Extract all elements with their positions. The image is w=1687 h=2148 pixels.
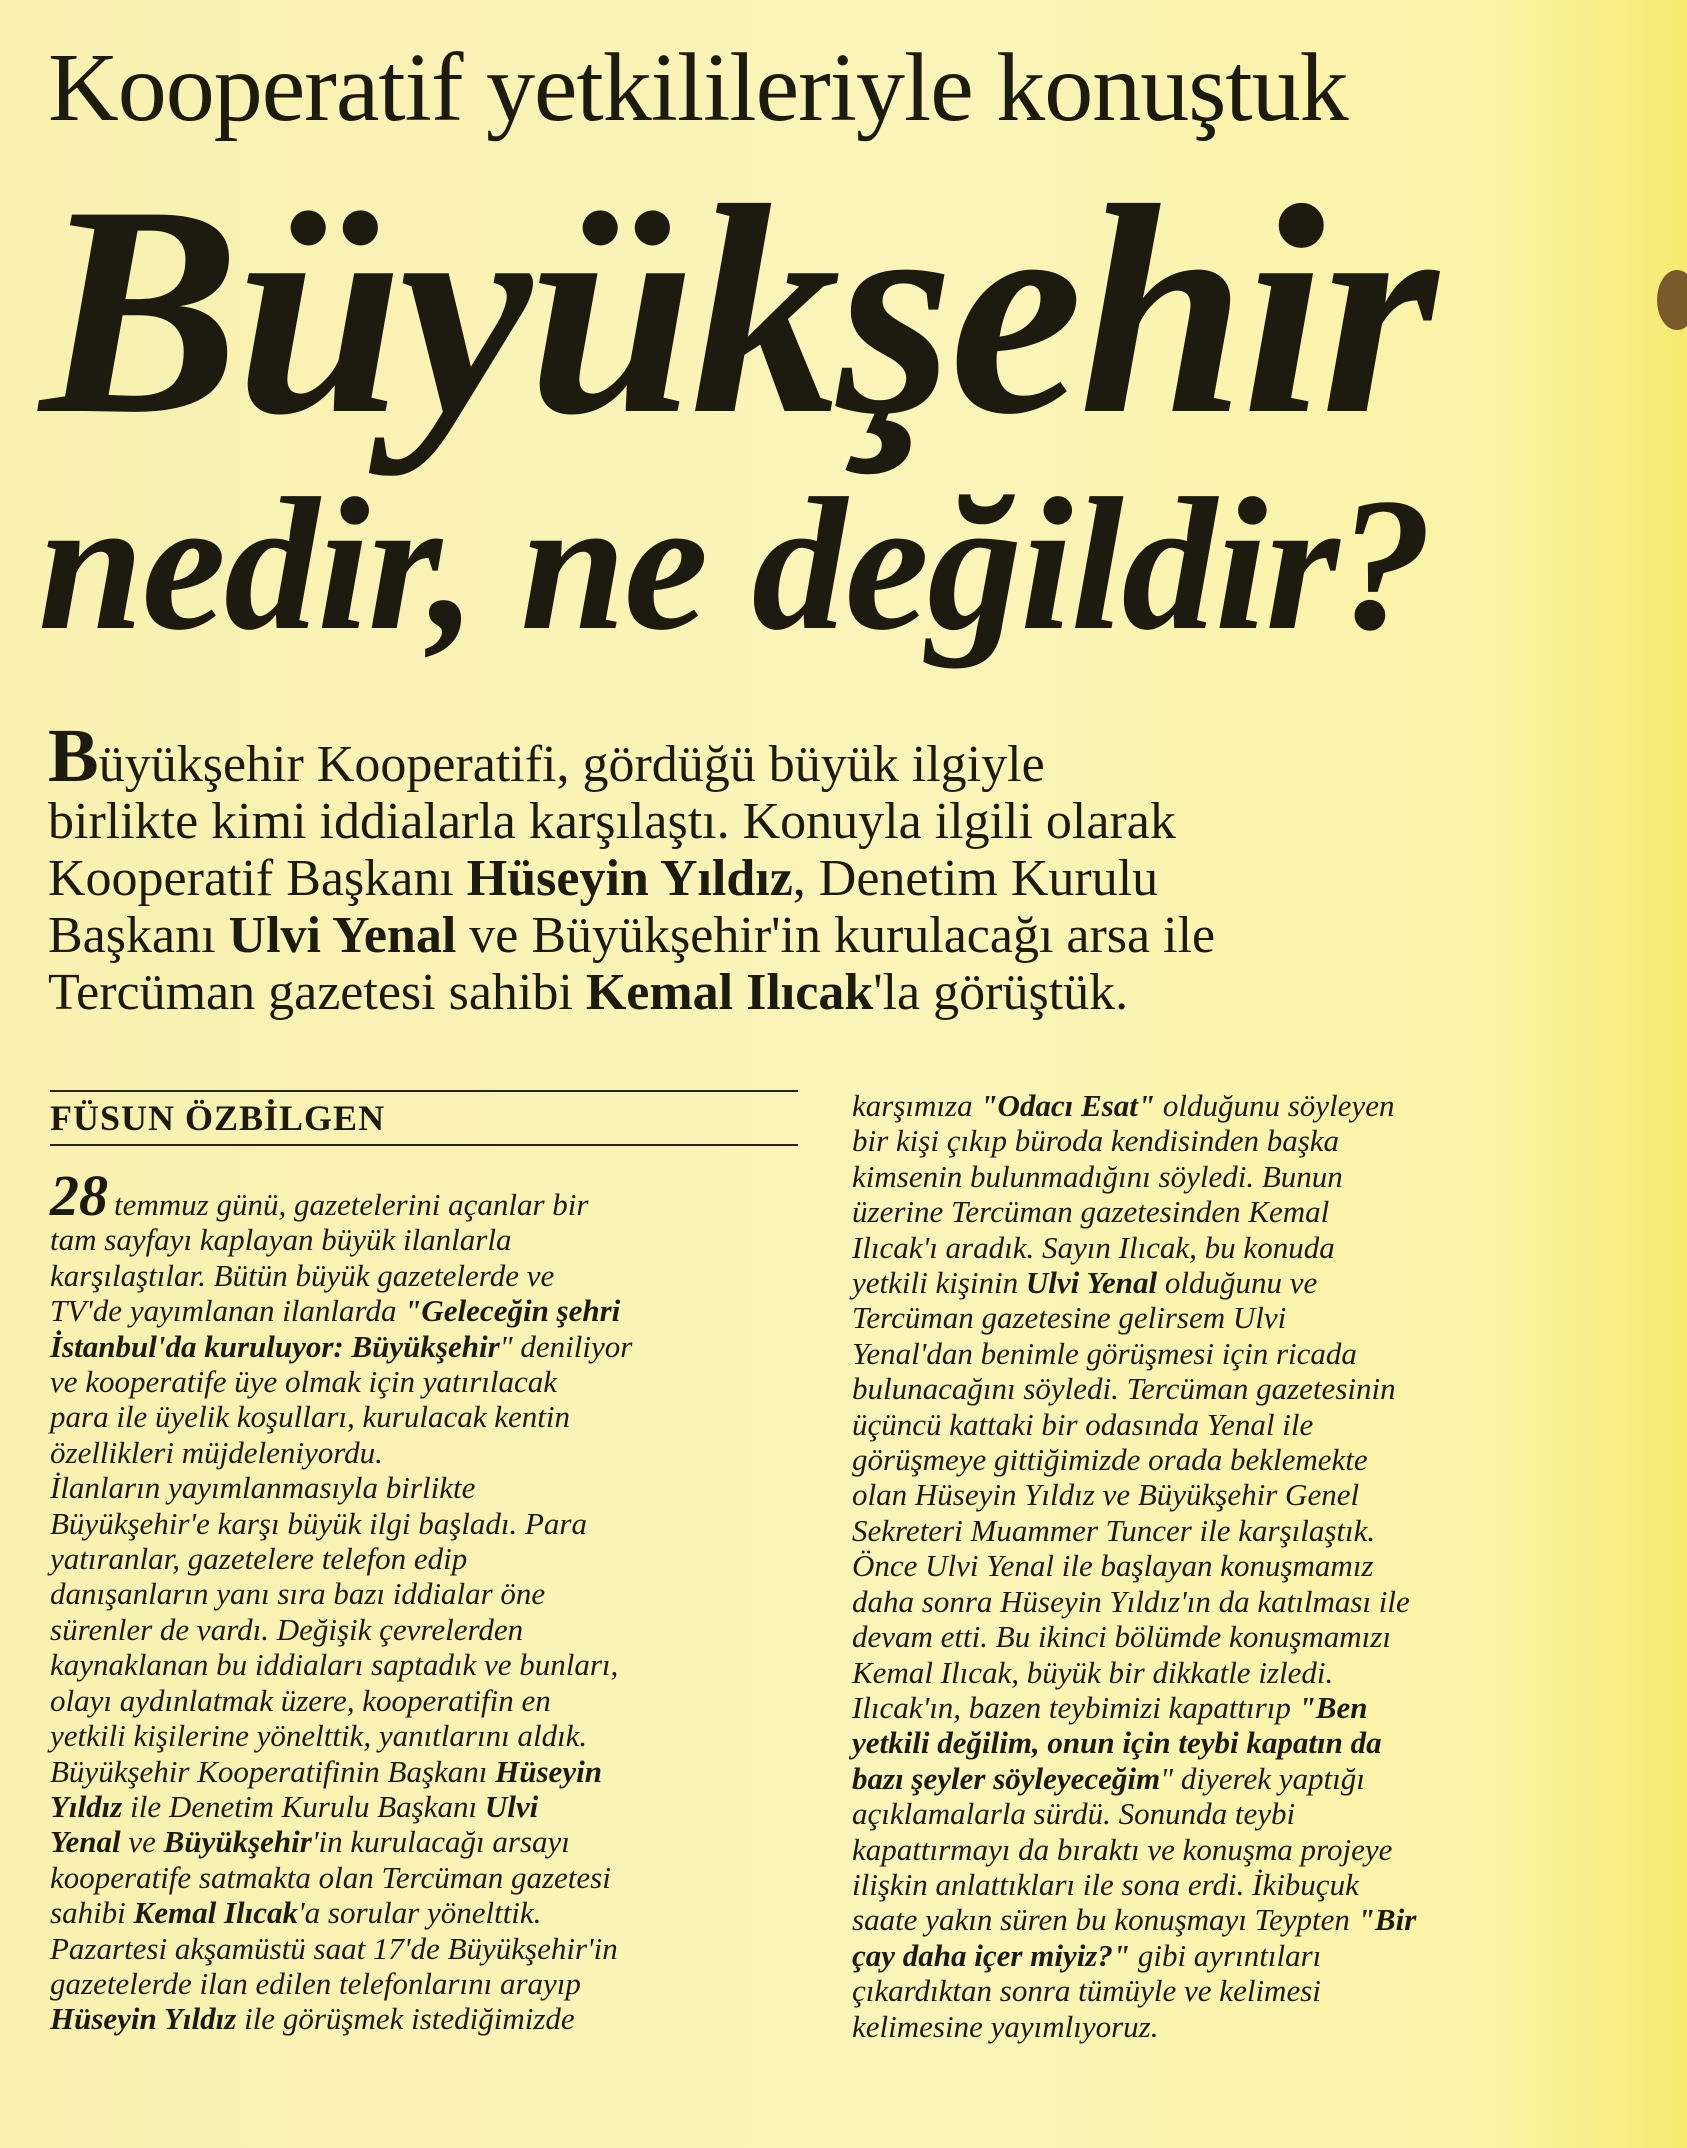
body-line: kelimesine yayımlıyoruz. xyxy=(852,2008,1159,2044)
body-bold: Büyükşehir xyxy=(163,1824,312,1860)
body-line xyxy=(50,1754,810,1789)
body-line: daha sonra Hüseyin Yıldız'ın da katılması ile xyxy=(852,1583,1410,1619)
body-bold: Kemal Ilıcak xyxy=(133,1895,299,1931)
body-line: kapattırmayı da bıraktı ve konuşma projeye xyxy=(852,1831,1393,1867)
body-line xyxy=(50,1895,810,1930)
body-line: ilişkin anlattıkları ile sona erdi. İkibuçuk xyxy=(852,1866,1359,1902)
body-bold: Ulvi xyxy=(484,1788,539,1824)
body-line xyxy=(50,1789,810,1824)
body-line: Sekreteri Muammer Tuncer ile karşılaştık. xyxy=(852,1512,1376,1548)
body-bold: "Bir xyxy=(1357,1902,1417,1938)
body-line xyxy=(50,1163,810,1228)
lead-text: 'la görüştük. xyxy=(873,964,1129,1021)
body-bold: "Odacı Esat" xyxy=(980,1088,1156,1123)
body-text: " diyerek yaptığı xyxy=(1160,1760,1365,1796)
byline-rule-top xyxy=(50,1090,798,1092)
body-line: tam sayfayı kaplayan büyük ilanlarla xyxy=(50,1222,512,1258)
article-column-left xyxy=(50,1163,810,2037)
body-text: olduğunu ve xyxy=(1157,1265,1318,1301)
lead-line: birlikte kimi iddialarla karşılaştı. Konuyla ilgili olarak xyxy=(48,793,1176,850)
body-bold: yetkili değilim, onun için teybi kapatın da xyxy=(852,1725,1382,1761)
body-line: yetkili kişilerine yönelttik, yanıtlarını aldık. xyxy=(50,1718,588,1754)
body-line xyxy=(50,2001,810,2036)
body-text: olduğunu söyleyen xyxy=(1155,1088,1395,1123)
body-text: ve xyxy=(120,1824,164,1860)
body-line: sürenler de vardı. Değişik çevrelerden xyxy=(50,1611,524,1647)
body-line: gazetelerde ilan edilen telefonlarını arayıp xyxy=(50,1965,581,2001)
body-bold: Hüseyin Yıldız xyxy=(50,2001,237,2037)
body-line xyxy=(852,1725,1652,1760)
body-line: Büyükşehir'e karşı büyük ilgi başladı. Para xyxy=(50,1505,587,1541)
body-text: gibi ayrıntıları xyxy=(1130,1937,1322,1973)
body-line: devam etti. Bu ikinci bölümde konuşmamızı xyxy=(852,1619,1391,1655)
date-number: 28 xyxy=(50,1163,108,1228)
body-text: yetkili kişinin xyxy=(852,1265,1026,1301)
lead-text: , Denetim Kurulu xyxy=(792,850,1159,907)
lead-line xyxy=(48,714,1648,798)
lead-name: Kemal Ilıcak xyxy=(585,964,874,1021)
body-bold: "Geleceğin şehri xyxy=(404,1293,621,1329)
lead-text: ve Büyükşehir'in kurulacağı arsa ile xyxy=(456,907,1216,964)
body-line: olayı aydınlatmak üzere, kooperatifin en xyxy=(50,1682,551,1718)
body-line: kimsenin bulunmadığını söyledi. Bunun xyxy=(852,1158,1343,1194)
body-bold: Hüseyin xyxy=(495,1753,602,1789)
kicker: Kooperatif yetkilileriyle konuştuk xyxy=(48,34,1348,142)
lead-name: Hüseyin Yıldız xyxy=(466,850,793,907)
body-bold: bazı şeyler söyleyeceğim xyxy=(852,1760,1161,1796)
body-line: kaynaklanan bu iddiaları saptadık ve bunları, xyxy=(50,1647,619,1683)
headline-line-1: Büyükşehir xyxy=(40,144,1434,476)
body-text: temmuz günü, gazetelerini açanlar bir xyxy=(114,1187,589,1222)
body-line: ve kooperatife üye olmak için yatırılacak xyxy=(50,1364,558,1400)
body-line: Tercüman gazetesine gelirsem Ulvi xyxy=(852,1300,1287,1336)
lead-text: Tercüman gazetesi sahibi xyxy=(48,964,586,1021)
body-line xyxy=(852,1761,1652,1796)
body-text: ile görüşmek istediğimizde xyxy=(236,2001,575,2037)
headline-line-2: nedir, ne değildir? xyxy=(38,460,1431,670)
lead-text: Kooperatif Başkanı xyxy=(48,850,467,907)
lead-text: üyükşehir Kooperatifi, gördüğü büyük ilgiyle xyxy=(98,736,1045,793)
body-line xyxy=(852,1088,1652,1123)
body-line: Önce Ulvi Yenal ile başlayan konuşmamız xyxy=(852,1548,1374,1584)
body-line: görüşmeye gittiğimizde orada beklemekte xyxy=(852,1442,1368,1478)
body-line: Kemal Ilıcak, büyük bir dikkatle izledi. xyxy=(852,1654,1334,1690)
body-bold: Yenal xyxy=(50,1824,121,1860)
body-line: olan Hüseyin Yıldız ve Büyükşehir Genel xyxy=(852,1477,1360,1513)
body-line: açıklamalarla sürdü. Sonunda teybi xyxy=(852,1796,1296,1832)
lead-line xyxy=(48,964,1648,1021)
body-line: danışanların yanı sıra bazı iddialar öne xyxy=(50,1576,546,1612)
body-text: karşımıza xyxy=(852,1088,981,1123)
body-line xyxy=(852,1902,1652,1937)
body-text: 'a sorular yönelttik. xyxy=(298,1895,542,1931)
body-line: yatıranlar, gazetelere telefon edip xyxy=(50,1541,468,1577)
body-bold: "Ben xyxy=(1298,1689,1368,1725)
lead-line xyxy=(48,850,1648,907)
body-text: saate yakın süren bu konuşmayı Teypten xyxy=(852,1902,1358,1938)
body-text: Ilıcak'ın, bazen teybimizi kapattırıp xyxy=(852,1689,1299,1725)
body-line xyxy=(50,1293,810,1328)
body-text: 'in kurulacağı arsayı xyxy=(311,1824,570,1860)
body-line: Pazartesi akşamüstü saat 17'de Büyükşehir'in xyxy=(50,1930,618,1966)
lead-name: Ulvi Yenal xyxy=(228,907,457,964)
body-line xyxy=(852,1690,1652,1725)
body-line: Yenal'dan benimle görüşmesi için ricada xyxy=(852,1335,1357,1371)
body-line: İlanların yayımlanmasıyla birlikte xyxy=(50,1470,476,1506)
body-text: sahibi xyxy=(50,1895,134,1931)
body-line: çıkardıktan sonra tümüyle ve kelimesi xyxy=(852,1973,1321,2009)
body-line: üçüncü kattaki bir odasında Yenal ile xyxy=(852,1406,1314,1442)
page-edge-mark xyxy=(1657,270,1687,330)
body-line: kooperatife satmakta olan Tercüman gazetesi xyxy=(50,1859,611,1895)
body-line: karşılaştılar. Bütün büyük gazetelerde ve xyxy=(50,1257,555,1293)
article-column-right xyxy=(852,1088,1652,2044)
body-text: ile Denetim Kurulu Başkanı xyxy=(122,1788,485,1824)
body-line xyxy=(852,1265,1652,1300)
body-line: bir kişi çıkıp büroda kendisinden başka xyxy=(852,1123,1340,1159)
body-text: TV'de yayımlanan ilanlarda xyxy=(50,1293,405,1329)
lead-line xyxy=(48,907,1648,964)
body-bold: çay daha içer miyiz?" xyxy=(852,1937,1131,1973)
lead-text: Başkanı xyxy=(48,907,229,964)
body-line xyxy=(50,1824,810,1859)
body-bold: Yıldız xyxy=(50,1788,123,1824)
body-line xyxy=(852,1938,1652,1973)
body-line xyxy=(50,1329,810,1364)
body-line: özellikleri müjdeleniyordu. xyxy=(50,1434,383,1470)
body-line: bulunacağını söyledi. Tercüman gazetesinin xyxy=(852,1371,1396,1407)
body-bold: Ulvi Yenal xyxy=(1025,1265,1158,1301)
lead-drop-letter: B xyxy=(48,714,99,798)
body-bold: İstanbul'da kuruluyor: Büyükşehir xyxy=(50,1328,500,1364)
lead-paragraph xyxy=(48,714,1648,1021)
body-text: " deniliyor xyxy=(499,1328,633,1364)
body-line: para ile üyelik koşulları, kurulacak kentin xyxy=(50,1399,570,1435)
body-line: üzerine Tercüman gazetesinden Kemal xyxy=(852,1194,1330,1230)
body-line: Ilıcak'ı aradık. Sayın Ilıcak, bu konuda xyxy=(852,1229,1335,1265)
byline-rule-bottom xyxy=(50,1144,798,1146)
byline: FÜSUN ÖZBİLGEN xyxy=(50,1098,386,1138)
body-text: Büyükşehir Kooperatifinin Başkanı xyxy=(50,1753,496,1789)
